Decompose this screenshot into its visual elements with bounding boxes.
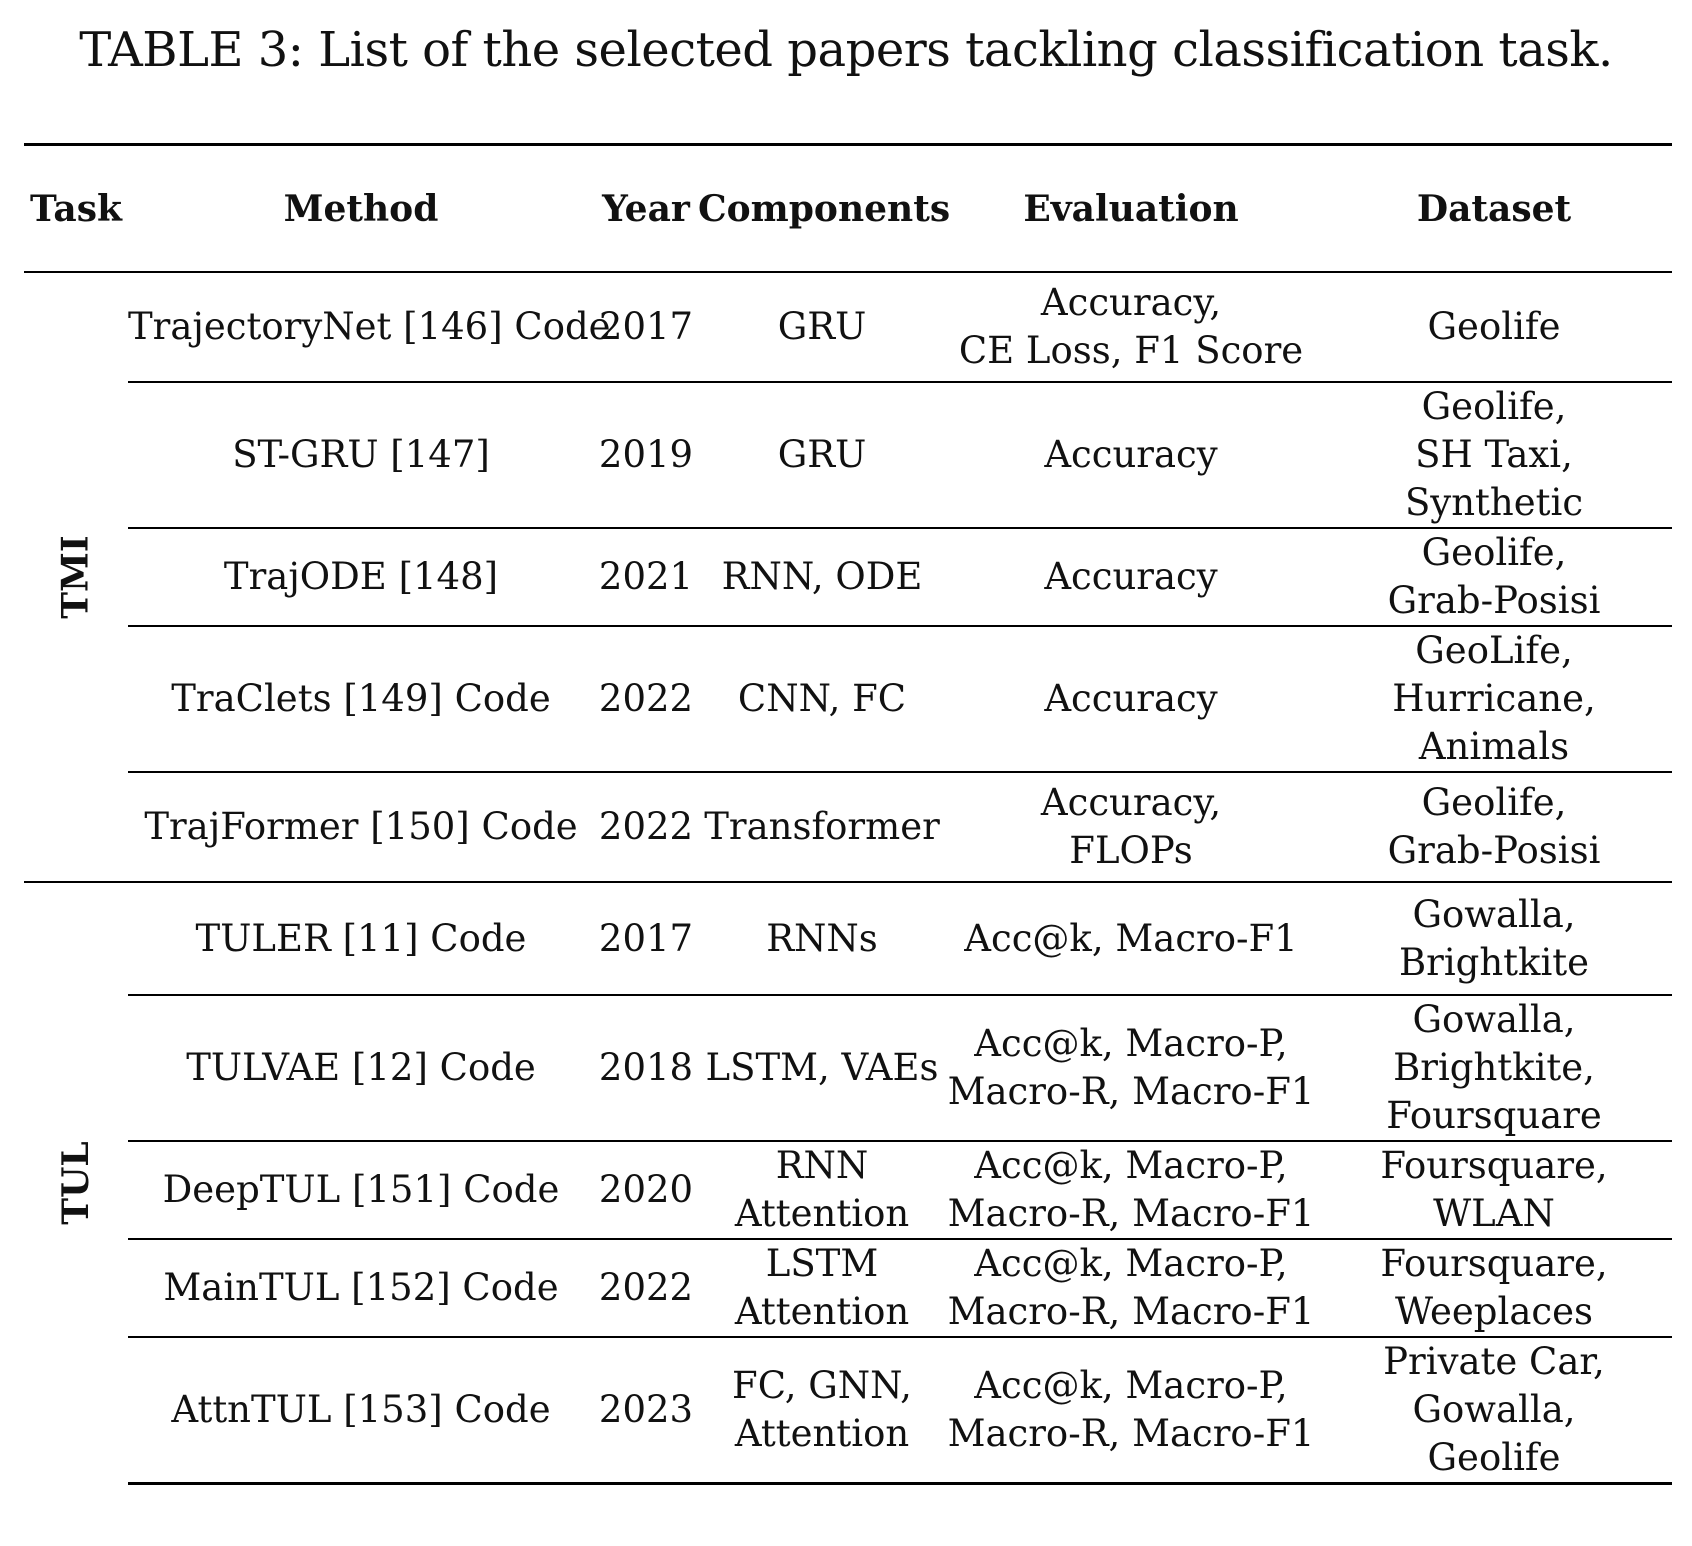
- method-cell: TraClets [149] Code: [128, 626, 594, 772]
- table-row: [24, 995, 1672, 1141]
- header-task: Task: [30, 187, 122, 230]
- dataset-line: Geolife,: [1421, 781, 1567, 824]
- table-row: [24, 882, 1672, 995]
- components-cell: [698, 382, 946, 528]
- evaluation-line: Accuracy: [1044, 433, 1218, 476]
- header-year: Year: [602, 187, 690, 230]
- evaluation-line: Acc@k, Macro-P,: [974, 1144, 1288, 1187]
- table-row: [24, 626, 1672, 772]
- task-label: TUL: [55, 1141, 97, 1225]
- evaluation-cell: [946, 626, 1316, 772]
- evaluation-line: Acc@k, Macro-F1: [964, 916, 1298, 960]
- group-tmi: [24, 272, 1672, 882]
- task-label: TMI: [54, 535, 97, 619]
- components-line: RNN, ODE: [721, 555, 923, 598]
- dataset-line: Foursquare,: [1380, 1144, 1608, 1187]
- components-line: FC, GNN,: [732, 1364, 912, 1407]
- dataset-line: Hurricane,: [1392, 677, 1596, 720]
- dataset-cell: [1316, 272, 1672, 382]
- header-evaluation: Evaluation: [1023, 187, 1239, 230]
- components-line: GRU: [777, 305, 867, 348]
- components-cell: [698, 995, 946, 1141]
- method-cell: MainTUL [152] Code: [128, 1239, 594, 1337]
- task-cell: [24, 272, 128, 882]
- dataset-line: Brightkite: [1398, 940, 1590, 984]
- header-components: Components: [698, 187, 951, 230]
- method-cell: ST-GRU [147]: [128, 382, 594, 528]
- method-cell: AttnTUL [153] Code: [128, 1337, 594, 1484]
- evaluation-line: Accuracy: [1044, 555, 1218, 598]
- components-line: GRU: [777, 433, 867, 476]
- dataset-cell: [1316, 1337, 1672, 1484]
- components-line: Attention: [734, 1192, 910, 1235]
- dataset-line: Grab-Posisi: [1387, 829, 1601, 872]
- table-row: [24, 272, 1672, 382]
- components-line: RNNs: [766, 916, 878, 960]
- evaluation-line: Accuracy,: [1040, 781, 1222, 824]
- method-cell: TrajODE [148]: [128, 528, 594, 626]
- evaluation-line: FLOPs: [1069, 829, 1193, 872]
- method-cell: TrajectoryNet [146] Code: [128, 305, 611, 348]
- evaluation-cell: [946, 772, 1316, 882]
- dataset-line: Weeplaces: [1395, 1290, 1593, 1333]
- dataset-line: WLAN: [1433, 1192, 1555, 1235]
- dataset-cell: [1316, 772, 1672, 882]
- components-line: Attention: [734, 1412, 910, 1455]
- table-row: [24, 1239, 1672, 1337]
- evaluation-line: Macro-R, Macro-F1: [947, 1070, 1315, 1113]
- year-cell: 2022: [594, 626, 698, 772]
- dataset-line: Foursquare: [1386, 1094, 1602, 1137]
- evaluation-line: Macro-R, Macro-F1: [947, 1192, 1315, 1235]
- header-method: Method: [283, 187, 439, 230]
- evaluation-cell: [946, 1141, 1316, 1239]
- year-cell: 2022: [594, 1239, 698, 1337]
- dataset-line: Gowalla,: [1412, 1388, 1576, 1431]
- header-row: [24, 145, 1672, 273]
- components-line: LSTM: [765, 1242, 879, 1285]
- task-cell: [24, 882, 128, 1484]
- dataset-line: Brightkite,: [1393, 1046, 1595, 1089]
- evaluation-cell: [946, 1239, 1316, 1337]
- dataset-cell: [1316, 626, 1672, 772]
- evaluation-cell: [946, 882, 1316, 995]
- components-cell: [698, 772, 946, 882]
- evaluation-line: Macro-R, Macro-F1: [947, 1290, 1315, 1333]
- dataset-cell: [1316, 882, 1672, 995]
- dataset-line: Geolife: [1427, 1436, 1561, 1479]
- components-cell: [698, 1337, 946, 1484]
- papers-table: [24, 143, 1672, 1485]
- evaluation-cell: [946, 382, 1316, 528]
- components-cell: [698, 882, 946, 995]
- year-cell: 2017: [594, 882, 698, 995]
- components-line: Attention: [734, 1290, 910, 1333]
- dataset-line: Grab-Posisi: [1387, 579, 1601, 622]
- table-caption: TABLE 3: List of the selected papers tackling classification task.: [79, 22, 1613, 78]
- dataset-line: GeoLife,: [1415, 629, 1573, 672]
- group-tul: [24, 882, 1672, 1484]
- components-cell: [698, 528, 946, 626]
- evaluation-line: Accuracy: [1044, 677, 1218, 720]
- components-line: CNN, FC: [737, 677, 907, 720]
- dataset-line: Geolife: [1427, 305, 1561, 348]
- evaluation-line: Accuracy,: [1040, 281, 1222, 324]
- year-cell: 2021: [594, 528, 698, 626]
- year-cell: 2017: [598, 305, 694, 348]
- evaluation-cell: [946, 1337, 1316, 1484]
- evaluation-line: Acc@k, Macro-P,: [974, 1364, 1288, 1407]
- components-cell: [698, 272, 946, 382]
- method-cell: TULVAE [12] Code: [128, 995, 594, 1141]
- components-line: RNN: [775, 1144, 869, 1187]
- table-row: [24, 772, 1672, 882]
- dataset-line: Synthetic: [1404, 481, 1584, 524]
- dataset-line: Geolife,: [1421, 531, 1567, 574]
- table-row: [24, 1141, 1672, 1239]
- components-line: LSTM, VAEs: [705, 1046, 939, 1089]
- header-dataset: Dataset: [1416, 187, 1572, 230]
- evaluation-cell: [946, 528, 1316, 626]
- dataset-cell: [1316, 995, 1672, 1141]
- method-cell: TULER [11] Code: [128, 882, 594, 995]
- dataset-line: Geolife,: [1421, 385, 1567, 428]
- evaluation-line: Acc@k, Macro-P,: [974, 1242, 1288, 1285]
- evaluation-cell: [946, 995, 1316, 1141]
- components-line: Transformer: [704, 805, 940, 848]
- table-row: [24, 382, 1672, 528]
- evaluation-line: CE Loss, F1 Score: [958, 329, 1304, 372]
- components-cell: [698, 1141, 946, 1239]
- dataset-line: Private Car,: [1383, 1340, 1605, 1383]
- year-cell: 2023: [594, 1337, 698, 1484]
- dataset-cell: [1316, 528, 1672, 626]
- table-row: [24, 1337, 1672, 1484]
- evaluation-cell: [946, 272, 1316, 382]
- dataset-line: SH Taxi,: [1415, 433, 1573, 476]
- components-cell: [698, 1239, 946, 1337]
- dataset-line: Gowalla,: [1412, 998, 1576, 1041]
- dataset-cell: [1316, 1239, 1672, 1337]
- evaluation-line: Macro-R, Macro-F1: [947, 1412, 1315, 1455]
- year-cell: 2020: [594, 1141, 698, 1239]
- dataset-line: Foursquare,: [1380, 1242, 1608, 1285]
- dataset-cell: [1316, 1141, 1672, 1239]
- components-cell: [698, 626, 946, 772]
- evaluation-line: Acc@k, Macro-P,: [974, 1022, 1288, 1065]
- dataset-cell: [1316, 382, 1672, 528]
- method-cell: TrajFormer [150] Code: [128, 772, 594, 882]
- method-cell: DeepTUL [151] Code: [128, 1141, 594, 1239]
- dataset-line: Animals: [1418, 725, 1570, 768]
- dataset-line: Gowalla,: [1412, 892, 1576, 936]
- table-row: [24, 528, 1672, 626]
- year-cell: 2022: [594, 772, 698, 882]
- year-cell: 2019: [594, 382, 698, 528]
- year-cell: 2018: [594, 995, 698, 1141]
